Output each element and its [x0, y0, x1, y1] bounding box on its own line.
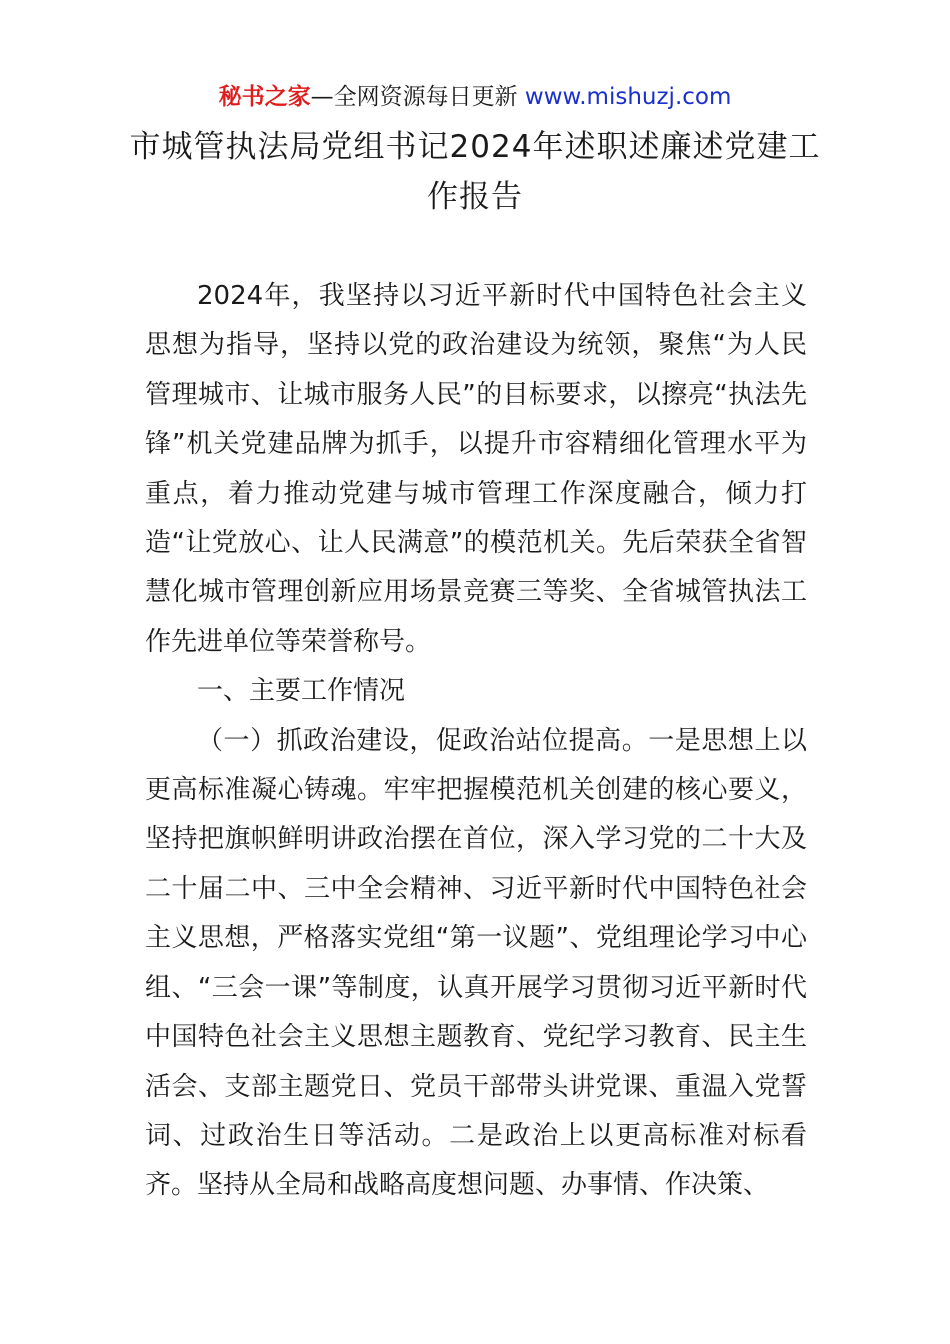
body-paragraph: （一）抓政治建设，促政治站位提高。一是思想上以更高标准凝心铸魂。牢牢把握模范机关创建的核心要义，坚持把旗帜鲜明讲政治摆在首位，深入学习党的二十大及二十届二中、三中全会精神、习近平新时代中国特色社会主义思想，严格落实党组“第一议题”、党组理论学习中心组、“三会一课”等制度，认真开展学习贯彻习近平新时代中国特色社会主义思想主题教育、党纪学习教育、民主生活会、支部主题党日、党员干部带头讲党课、重温入党誓词、过政治生日等活动。二是政治上以更高标准对标看齐。坚持从全局和战略高度想问题、办事情、作决策、 [145, 725, 807, 1201]
intro-paragraph: 2024年，我坚持以习近平新时代中国特色社会主义思想为指导，坚持以党的政治建设为统领，聚焦“为人民管理城市、让城市服务人民”的目标要求，以擦亮“执法先锋”机关党建品牌为抓手，以提升市容精细化管理水平为重点，着力推动党建与城市管理工作深度融合，倾力打造“让党放心、让人民满意”的模范机关。先后荣获全省智慧化城市管理创新应用场景竞赛三等奖、全省城管执法工作先进单位等荣誉称号。 [145, 281, 807, 657]
site-url-link[interactable]: www.mishuzj.com [524, 84, 732, 110]
site-tagline: —全网资源每日更新 [310, 84, 525, 110]
document-title: 市城管执法局党组书记2024年述职述廉述党建工作报告 [129, 129, 821, 215]
document-body [145, 272, 807, 1211]
section-heading: 一、主要工作情况 [197, 676, 406, 707]
site-brand: 秘书之家 [218, 84, 311, 110]
site-header [0, 80, 950, 114]
